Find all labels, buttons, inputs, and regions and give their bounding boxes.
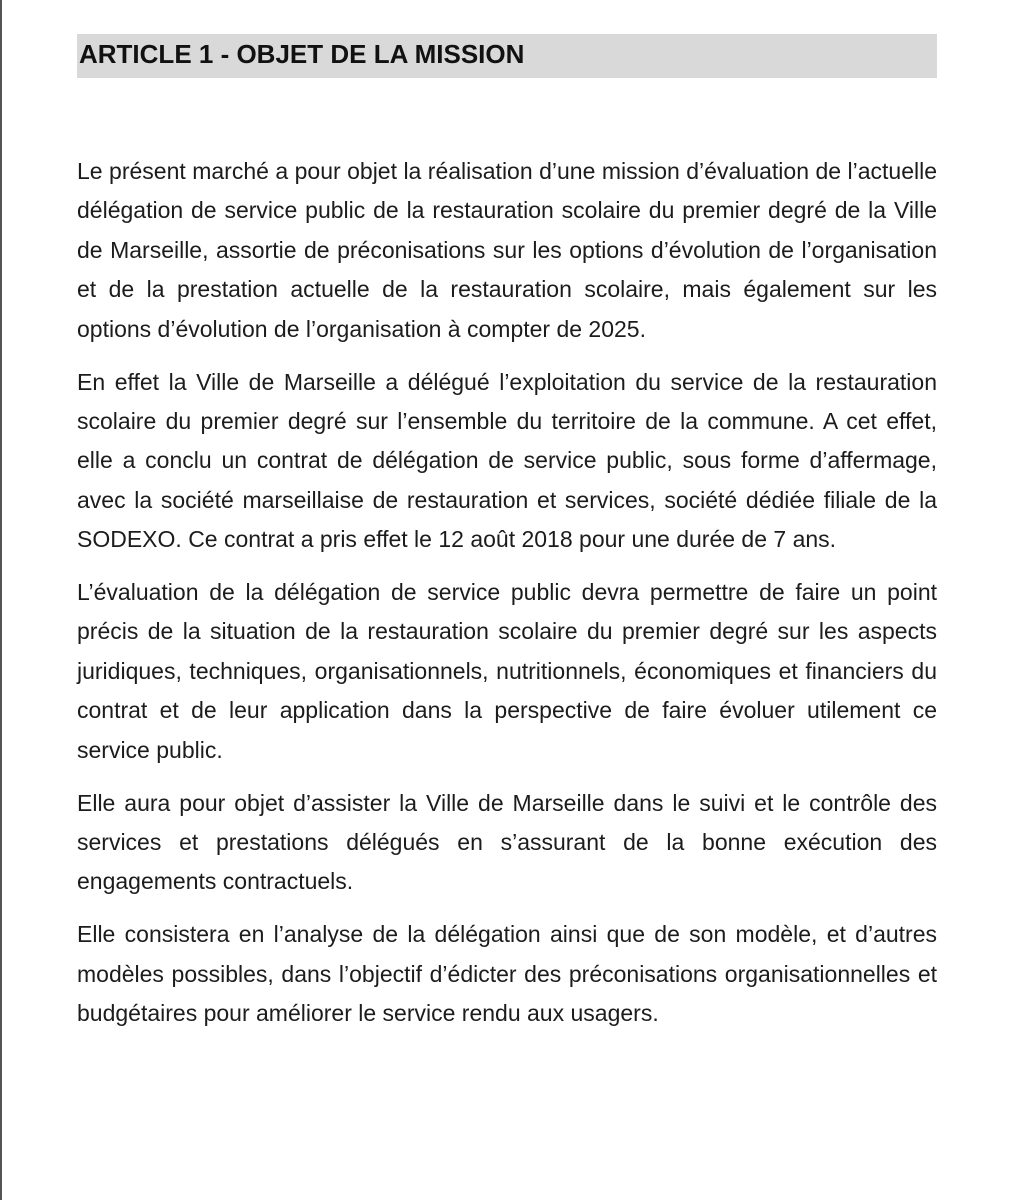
paragraph-mission-object: Le présent marché a pour objet la réalisation d’une mission d’évaluation de l’actuelle délégation de service public de la restauration scolaire du premier degré de la Ville de Marseille, assortie de préconisations sur les options d’évolution de l’organisation et de la prestation actuelle de la restauration scolaire, mais également sur les options d’évolution de l’organisation à compter de 2025. [77, 158, 937, 342]
article-heading: ARTICLE 1 - OBJET DE LA MISSION [77, 34, 937, 78]
paragraph-delegation-context: En effet la Ville de Marseille a délégué l’exploitation du service de la restauration scolaire du premier degré sur l’ensemble du territoire de la commune. A cet effet, elle a conclu un contrat de délégation de service public, sous forme d’affermage, avec la société marseillaise de restauration et services, société dédiée filiale de la SODEXO. Ce contrat a pris effet le 12 août 2018 pour une durée de 7 ans. [77, 368, 937, 553]
paragraph-evaluation-scope: L’évaluation de la délégation de service public devra permettre de faire un point précis de la situation de la restauration scolaire du premier degré sur les aspects juridiques, techniques, organisationnels, nutritionnels, économiques et financiers du contrat et de leur application dans la perspective de faire évoluer utilement ce service public. [77, 579, 937, 763]
article-body [77, 152, 937, 1047]
paragraph-analysis: Elle consistera en l’analyse de la délégation ainsi que de son modèle, et d’autres modèles possibles, dans l’objectif d’édicter des préconisations organisationnelles et budgétaires pour améliorer le service rendu aux usagers. [77, 921, 937, 1027]
paragraph-assistance: Elle aura pour objet d’assister la Ville de Marseille dans le suivi et le contrôle des services et prestations délégués en s’assurant de la bonne exécution des engagements contractuels. [77, 789, 937, 895]
